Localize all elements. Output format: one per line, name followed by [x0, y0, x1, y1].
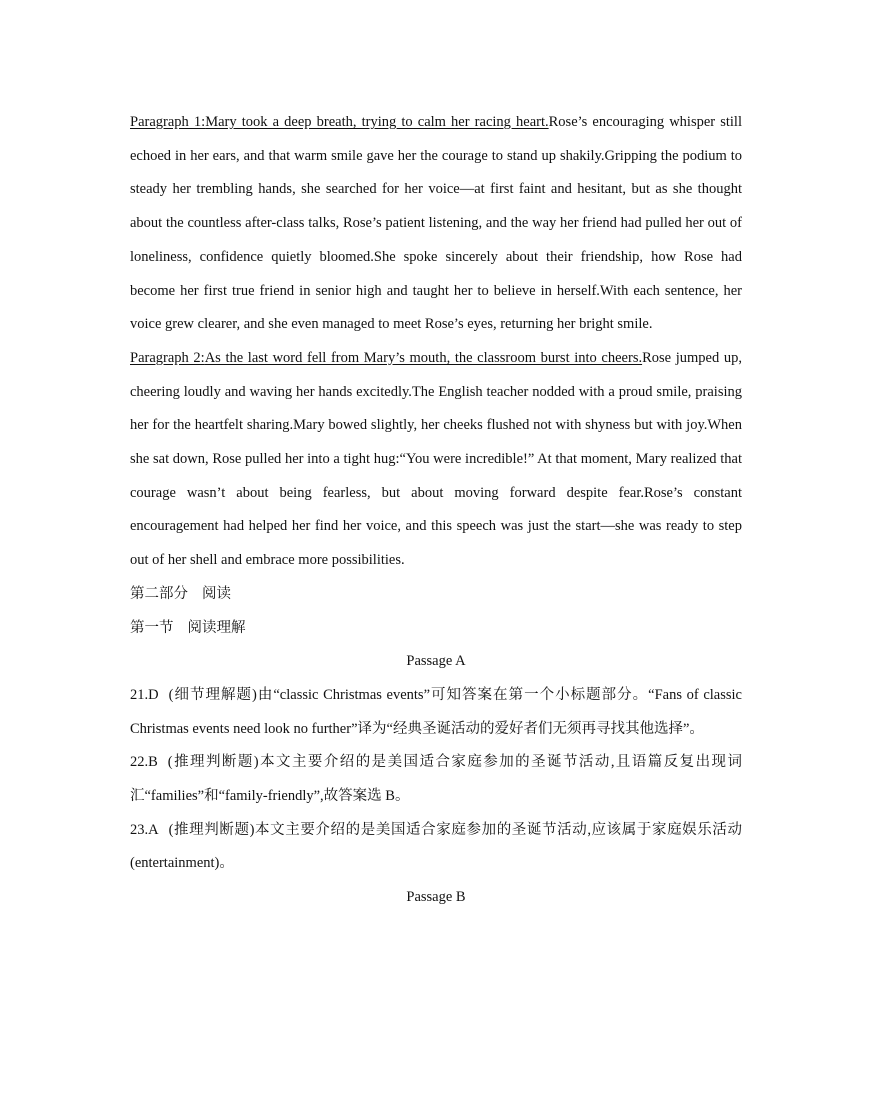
- answer-explanation: 本文主要介绍的是美国适合家庭参加的圣诞节活动,且语篇反复出现词汇“families”和“family-friendly”,故答案选 B。: [130, 754, 742, 805]
- passage-b-title: Passage B: [406, 889, 466, 906]
- question-type: (细节理解题): [168, 686, 257, 703]
- paragraph-2-underlined: [130, 350, 642, 366]
- paragraph-2: [130, 342, 742, 578]
- answer-22: [130, 746, 742, 813]
- answer-explanation: 由“classic Christmas events”可知答案在第一个小标题部分。“Fans of classic Christmas events need look no further”译为“经典圣诞活动的爱好者们无须再寻找其他选择”。: [130, 686, 742, 737]
- answer-explanation: 本文主要介绍的是美国适合家庭参加的圣诞节活动,应该属于家庭娱乐活动 (entertainment)。: [130, 821, 742, 872]
- paragraph-1-label: Paragraph 1:: [130, 114, 206, 130]
- question-type: (推理判断题): [168, 821, 255, 838]
- subsection-title: 阅读理解: [187, 619, 246, 636]
- paragraph-2-body: Rose jumped up, cheering loudly and waving her hands excitedly.The English teacher nodded with a proud smile, praising her for the heartfelt sharing.Mary bowed slightly, her cheeks flushed not with shyness but with joy.When she sat down, Rose pulled her into a tight hug:“You were incredible!” At that moment, Mary realized that courage wasn’t about being fearless, but about moving forward despite fear.Rose’s constant encouragement had helped her find her voice, and this speech was just the start—she was ready to step out of her shell and embrace more possibilities.: [130, 349, 742, 569]
- paragraph-1-underlined: [130, 114, 549, 130]
- section-heading: [130, 578, 742, 612]
- paragraph-2-label: Paragraph 2:: [130, 349, 205, 366]
- paragraph-2-underlined-text: As the last word fell from Mary’s mouth, the classroom burst into cheers.: [204, 349, 643, 366]
- answer-number: 22.B: [130, 754, 158, 771]
- paragraph-1-underlined-text: Mary took a deep breath, trying to calm her racing heart.: [205, 114, 549, 130]
- paragraph-1-body: Rose’s encouraging whisper still echoed in her ears, and that warm smile gave her the courage to stand up shakily.Gripping the podium to steady her trembling hands, she searched for her voice—at first faint and hesitant, but as she thought about the countless after-class talks, Rose’s patient listening, and the way her friend had pulled her out of loneliness, confidence quietly bloomed.She spoke sincerely about their friendship, how Rose had become her first true friend in senior high and taught her to believe in herself.With each sentence, her voice grew clearer, and she even managed to meet Rose’s eyes, returning her bright smile.: [130, 114, 742, 333]
- question-type: (推理判断题): [167, 754, 259, 771]
- section-part: 第二部分: [130, 585, 188, 602]
- answer-number: 23.A: [130, 821, 159, 838]
- answer-21: [130, 679, 742, 746]
- subsection-heading: [130, 612, 742, 646]
- subsection-label: 第一节: [130, 619, 174, 636]
- section-part-title: 阅读: [202, 585, 231, 602]
- passage-a-title: Passage A: [406, 653, 466, 670]
- paragraph-1: [130, 106, 742, 342]
- document-content: [130, 106, 742, 915]
- answer-number: 21.D: [130, 686, 159, 703]
- answer-23: [130, 814, 742, 881]
